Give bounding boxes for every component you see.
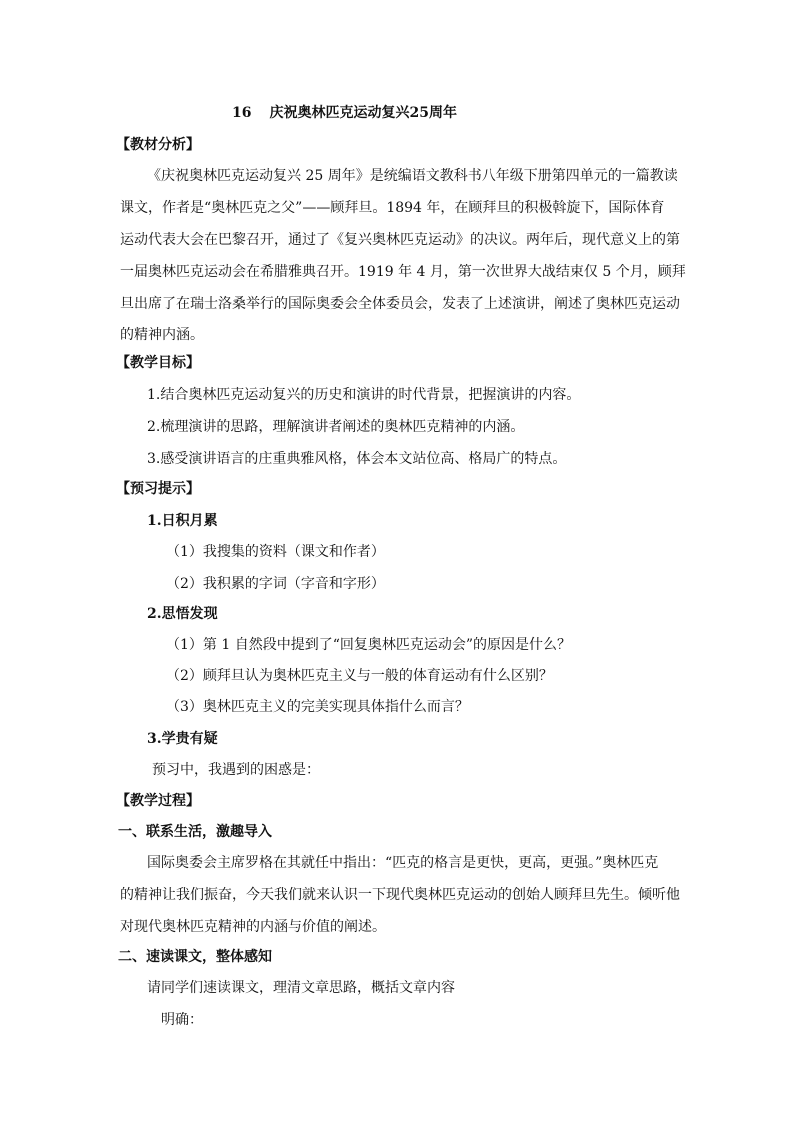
preview-question-text: 预习中，我遇到的困惑是：: [152, 762, 320, 778]
preview-sub-title: 1.日积月累: [147, 513, 218, 529]
analysis-line: 课文，作者是“奥林匹克之父”——顾拜旦。1894 年，在顾拜旦的积极斡旋下，国际体育: [120, 200, 665, 216]
preview-sub-title: 3.学贵有疑: [147, 731, 218, 747]
title-text: 庆祝奥林匹克运动复兴25周年: [269, 105, 457, 121]
preview-sub-title: 2.思悟发现: [147, 606, 218, 622]
analysis-line: 一届奥林匹克运动会在希腊雅典召开。1919 年 4 月，第一次世界大战结束仅 5 个月，顾拜: [120, 264, 686, 280]
analysis-line: 运动代表大会在巴黎召开，通过了《复兴奥林匹克运动》的决议。两年后，现代意义上的第: [120, 232, 680, 248]
heading-analysis: 【教材分析】: [116, 137, 200, 153]
process-part-title: 二、速读课文，整体感知: [118, 949, 272, 965]
preview-item: （1）第 1 自然段中提到了“回复奥林匹克运动会”的原因是什么？: [166, 637, 572, 653]
process-line: 国际奥委会主席罗格在其就任中指出：“匹克的格言是更快，更高，更强。”奥林匹克: [147, 855, 659, 871]
process-part-title: 一、联系生活，激趣导入: [118, 824, 272, 840]
title-number: 16: [232, 105, 252, 121]
heading-goals: 【教学目标】: [116, 355, 200, 371]
document-title: [232, 103, 457, 123]
process-line: 明确：: [161, 1012, 203, 1028]
goal-item: 3.感受演讲语言的庄重典雅风格，体会本文站位高、格局广的特点。: [147, 451, 567, 467]
heading-preview: 【预习提示】: [116, 481, 200, 497]
preview-item: （3）奥林匹克主义的完美实现具体指什么而言？: [166, 699, 469, 715]
preview-item: （1）我搜集的资料（课文和作者）: [166, 544, 385, 560]
process-line: 对现代奥林匹克精神的内涵与价值的阐述。: [120, 919, 386, 935]
analysis-line: 的精神内涵。: [120, 327, 204, 343]
preview-item: （2）我积累的字词（字音和字形）: [166, 576, 385, 592]
process-line: 的精神让我们振奋，今天我们就来认识一下现代奥林匹克运动的创始人顾拜旦先生。倾听他: [120, 887, 680, 903]
goal-item: 1.结合奥林匹克运动复兴的历史和演讲的时代背景，把握演讲的内容。: [147, 387, 581, 403]
heading-process: 【教学过程】: [116, 793, 200, 809]
analysis-line: 《庆祝奥林匹克运动复兴 25 周年》是统编语文教科书八年级下册第四单元的一篇教读: [147, 168, 678, 184]
process-line: 请同学们速读课文，理清文章思路，概括文章内容: [147, 980, 455, 996]
preview-item: （2）顾拜旦认为奥林匹克主义与一般的体育运动有什么区别？: [166, 668, 553, 684]
goal-item: 2.梳理演讲的思路，理解演讲者阐述的奥林匹克精神的内涵。: [147, 419, 525, 435]
analysis-line: 旦出席了在瑞士洛桑举行的国际奥委会全体委员会，发表了上述演讲，阐述了奥林匹克运动: [120, 296, 680, 312]
